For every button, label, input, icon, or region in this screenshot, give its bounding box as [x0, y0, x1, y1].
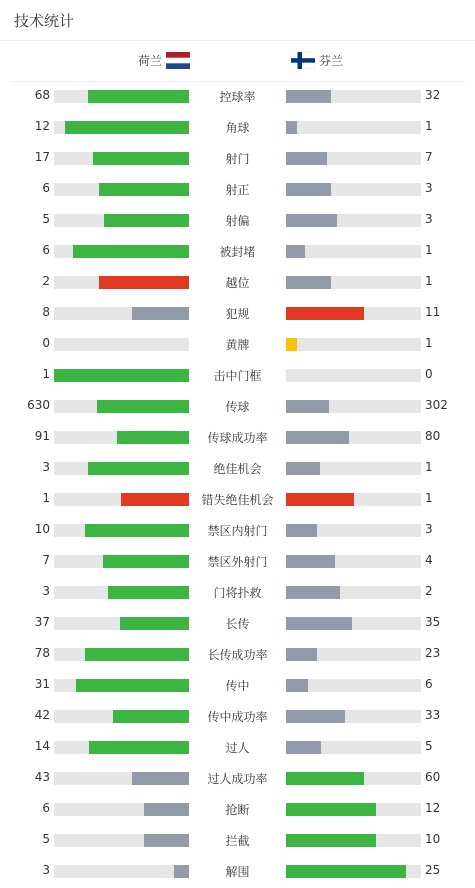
stat-row	[0, 143, 475, 174]
header	[0, 0, 475, 41]
away-value: 1	[425, 491, 433, 505]
away-bar-fill	[286, 276, 331, 289]
home-value: 1	[42, 367, 50, 381]
away-bar-fill	[286, 741, 321, 754]
away-bar-track	[286, 648, 421, 661]
stat-row	[0, 515, 475, 546]
home-bar-fill	[174, 865, 189, 878]
stat-row	[0, 422, 475, 453]
home-team	[138, 52, 190, 69]
away-bar-fill	[286, 586, 340, 599]
home-bar-fill	[99, 276, 189, 289]
home-bar-fill	[73, 245, 189, 258]
home-bar-fill	[120, 617, 189, 630]
away-bar-fill	[286, 462, 320, 475]
stat-label: 绝佳机会	[213, 462, 262, 476]
away-value: 80	[425, 429, 441, 443]
away-value: 12	[425, 801, 441, 815]
away-bar-track	[286, 431, 421, 444]
away-bar-track	[286, 834, 421, 847]
home-bar-track	[54, 710, 189, 723]
away-value: 1	[425, 460, 433, 474]
away-bar-fill	[286, 710, 345, 723]
away-value: 0	[425, 367, 433, 381]
home-bar-track	[54, 276, 189, 289]
away-bar-fill	[286, 152, 327, 165]
home-value: 12	[34, 119, 50, 133]
away-value: 3	[425, 212, 433, 226]
stat-label: 门将扑救	[213, 586, 262, 600]
home-bar-fill	[88, 462, 189, 475]
stat-row	[0, 236, 475, 267]
home-bar-track	[54, 152, 189, 165]
away-bar-track	[286, 183, 421, 196]
home-value: 68	[34, 88, 50, 102]
away-bar-fill	[286, 307, 364, 320]
away-value: 6	[425, 677, 433, 691]
home-value: 43	[34, 770, 50, 784]
away-value: 4	[425, 553, 433, 567]
home-bar-track	[54, 369, 189, 382]
home-bar-track	[54, 462, 189, 475]
home-bar-fill	[93, 152, 189, 165]
home-value: 8	[42, 305, 50, 319]
stat-label: 犯规	[225, 307, 250, 321]
stat-label: 控球率	[219, 90, 256, 104]
home-bar-fill	[85, 524, 189, 537]
away-bar-track	[286, 586, 421, 599]
home-value: 91	[34, 429, 50, 443]
away-bar-track	[286, 121, 421, 134]
stat-row	[0, 763, 475, 794]
away-value: 5	[425, 739, 433, 753]
away-bar-track	[286, 555, 421, 568]
away-value: 3	[425, 181, 433, 195]
away-bar-fill	[286, 400, 329, 413]
stat-label: 射偏	[225, 214, 250, 228]
away-bar-track	[286, 307, 421, 320]
home-bar-track	[54, 741, 189, 754]
stat-label: 射门	[225, 152, 250, 166]
home-value: 14	[34, 739, 50, 753]
away-bar-fill	[286, 431, 349, 444]
away-value: 7	[425, 150, 433, 164]
home-value: 3	[42, 584, 50, 598]
home-bar-track	[54, 121, 189, 134]
home-value: 630	[27, 398, 50, 412]
away-team	[291, 52, 343, 69]
home-bar-fill	[97, 400, 189, 413]
stat-label: 过人成功率	[207, 772, 268, 786]
home-bar-fill	[121, 493, 189, 506]
stat-label: 越位	[225, 276, 250, 290]
away-bar-fill	[286, 214, 337, 227]
away-value: 1	[425, 119, 433, 133]
stat-row	[0, 174, 475, 205]
stat-label: 黄牌	[225, 338, 250, 352]
home-bar-track	[54, 214, 189, 227]
stat-label: 射正	[225, 183, 250, 197]
home-bar-track	[54, 555, 189, 568]
home-bar-track	[54, 431, 189, 444]
home-bar-fill	[88, 90, 189, 103]
home-bar-track	[54, 493, 189, 506]
away-bar-fill	[286, 865, 406, 878]
away-bar-track	[286, 865, 421, 878]
home-bar-fill	[99, 183, 189, 196]
stat-row	[0, 670, 475, 701]
home-bar-track	[54, 617, 189, 630]
stat-row	[0, 794, 475, 825]
away-bar-track	[286, 276, 421, 289]
away-bar-fill	[286, 803, 376, 816]
away-value: 1	[425, 243, 433, 257]
home-bar-track	[54, 803, 189, 816]
teams-header	[10, 41, 465, 82]
stat-label: 传球	[225, 400, 250, 414]
away-bar-fill	[286, 648, 317, 661]
stat-row	[0, 360, 475, 391]
away-value: 2	[425, 584, 433, 598]
stat-row	[0, 391, 475, 422]
away-bar-fill	[286, 90, 331, 103]
away-bar-track	[286, 772, 421, 785]
away-value: 25	[425, 863, 441, 877]
home-bar-fill	[104, 214, 189, 227]
home-value: 7	[42, 553, 50, 567]
stat-label: 错失绝佳机会	[201, 493, 274, 507]
away-bar-track	[286, 369, 421, 382]
away-value: 11	[425, 305, 441, 319]
stat-label: 解围	[225, 865, 250, 879]
stat-row	[0, 453, 475, 484]
stat-label: 被封堵	[219, 245, 256, 259]
home-value: 3	[42, 460, 50, 474]
home-bar-track	[54, 524, 189, 537]
away-bar-track	[286, 493, 421, 506]
away-value: 60	[425, 770, 441, 784]
home-value: 42	[34, 708, 50, 722]
stat-label: 过人	[225, 741, 250, 755]
stat-row	[0, 205, 475, 236]
away-value: 32	[425, 88, 441, 102]
home-value: 2	[42, 274, 50, 288]
stat-row	[0, 856, 475, 887]
stat-row	[0, 81, 475, 112]
stat-row	[0, 639, 475, 670]
home-bar-fill	[113, 710, 189, 723]
stat-row	[0, 267, 475, 298]
home-value: 1	[42, 491, 50, 505]
finland-flag-icon	[291, 52, 315, 69]
home-bar-fill	[132, 772, 189, 785]
home-value: 0	[42, 336, 50, 350]
stat-row	[0, 577, 475, 608]
home-bar-fill	[54, 369, 189, 382]
home-value: 6	[42, 801, 50, 815]
away-bar-track	[286, 462, 421, 475]
home-bar-fill	[144, 803, 189, 816]
away-bar-fill	[286, 245, 305, 258]
home-value: 17	[34, 150, 50, 164]
away-bar-fill	[286, 772, 364, 785]
stat-label: 角球	[225, 121, 250, 135]
home-bar-track	[54, 772, 189, 785]
stat-row	[0, 732, 475, 763]
home-bar-fill	[144, 834, 189, 847]
away-value: 35	[425, 615, 441, 629]
home-value: 3	[42, 863, 50, 877]
away-value: 1	[425, 274, 433, 288]
home-bar-track	[54, 679, 189, 692]
home-bar-track	[54, 865, 189, 878]
home-value: 37	[34, 615, 50, 629]
stat-label: 长传成功率	[207, 648, 268, 662]
home-bar-track	[54, 338, 189, 351]
home-bar-fill	[132, 307, 189, 320]
away-bar-track	[286, 524, 421, 537]
away-bar-track	[286, 617, 421, 630]
home-bar-track	[54, 245, 189, 258]
page-title: 技术统计	[14, 12, 75, 30]
home-bar-track	[54, 183, 189, 196]
home-value: 5	[42, 832, 50, 846]
home-bar-track	[54, 834, 189, 847]
away-bar-track	[286, 679, 421, 692]
away-bar-track	[286, 710, 421, 723]
stat-label: 击中门框	[213, 369, 262, 383]
away-value: 3	[425, 522, 433, 536]
away-bar-fill	[286, 679, 308, 692]
stat-row	[0, 298, 475, 329]
away-bar-fill	[286, 834, 376, 847]
home-bar-track	[54, 307, 189, 320]
home-bar-track	[54, 648, 189, 661]
away-bar-track	[286, 338, 421, 351]
stat-label: 禁区内射门	[207, 524, 268, 538]
home-team-name: 荷兰	[137, 54, 162, 68]
home-bar-fill	[108, 586, 189, 599]
stat-label: 传中	[225, 679, 250, 693]
stat-row	[0, 608, 475, 639]
away-bar-track	[286, 400, 421, 413]
home-bar-fill	[76, 679, 189, 692]
stat-label: 禁区外射门	[207, 555, 268, 569]
away-bar-track	[286, 245, 421, 258]
away-bar-track	[286, 90, 421, 103]
away-bar-track	[286, 152, 421, 165]
away-value: 33	[425, 708, 441, 722]
home-bar-fill	[103, 555, 189, 568]
away-bar-track	[286, 741, 421, 754]
home-value: 31	[34, 677, 50, 691]
home-bar-track	[54, 400, 189, 413]
home-value: 5	[42, 212, 50, 226]
home-bar-track	[54, 90, 189, 103]
stat-row	[0, 112, 475, 143]
home-bar-track	[54, 586, 189, 599]
home-bar-fill	[117, 431, 189, 444]
home-value: 10	[34, 522, 50, 536]
away-value: 23	[425, 646, 441, 660]
away-bar-fill	[286, 555, 335, 568]
stat-row	[0, 484, 475, 515]
stat-row	[0, 546, 475, 577]
away-bar-fill	[286, 338, 297, 351]
home-bar-fill	[85, 648, 189, 661]
stat-label: 传中成功率	[207, 710, 268, 724]
away-value: 1	[425, 336, 433, 350]
away-bar-fill	[286, 183, 331, 196]
stat-row	[0, 329, 475, 360]
home-value: 78	[34, 646, 50, 660]
home-bar-fill	[89, 741, 189, 754]
home-bar-fill	[65, 121, 189, 134]
netherlands-flag-icon	[166, 52, 190, 69]
away-bar-fill	[286, 121, 297, 134]
stat-label: 长传	[225, 617, 250, 631]
away-bar-track	[286, 214, 421, 227]
away-bar-fill	[286, 493, 354, 506]
away-bar-fill	[286, 617, 352, 630]
stat-row	[0, 701, 475, 732]
home-value: 6	[42, 181, 50, 195]
away-value: 302	[425, 398, 448, 412]
away-value: 10	[425, 832, 441, 846]
stat-label: 拦截	[225, 834, 250, 848]
stat-label: 传球成功率	[207, 431, 268, 445]
stat-row	[0, 825, 475, 856]
away-team-name: 芬兰	[319, 54, 344, 68]
away-bar-fill	[286, 524, 317, 537]
away-bar-track	[286, 803, 421, 816]
home-value: 6	[42, 243, 50, 257]
stat-label: 抢断	[225, 803, 250, 817]
